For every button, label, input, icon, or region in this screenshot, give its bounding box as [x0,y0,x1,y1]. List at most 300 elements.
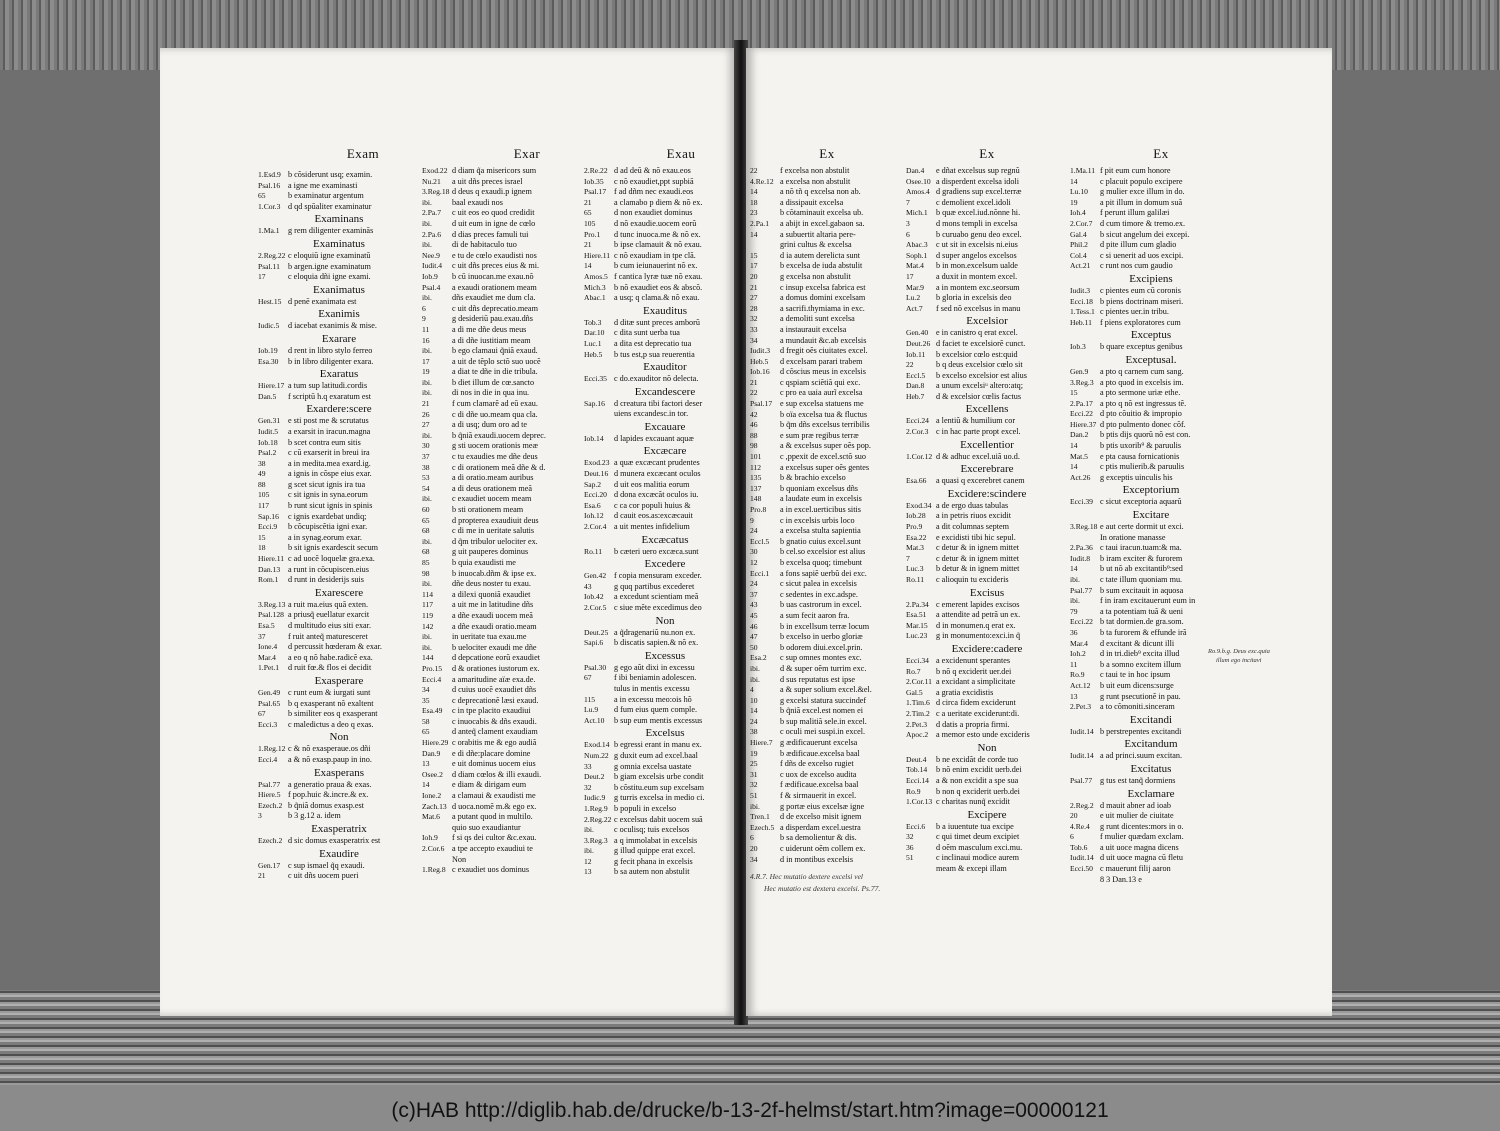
concordance-entry [906,797,1068,808]
entry-text: b cõsiderunt usq; examin. [288,170,373,179]
entry-text: c qspiam sciẽtiã qui exc. [780,377,861,387]
entry-text: d depcatione eorũ exaudiet [452,653,540,663]
concordance-entry [258,251,420,262]
entry-text: d sus reputatus est ipse [780,674,856,684]
concordance-entry [750,590,912,601]
concordance-entry [1070,843,1232,854]
concordance-entry [422,314,584,325]
concordance-entry [422,664,584,675]
concordance-entry [750,399,912,410]
headword: Excedere [644,558,686,571]
entry-text: b q̃m dñs excelsus terribilis [780,420,870,430]
concordance-entry [906,511,1068,522]
entry-reference: Deut.2 [584,772,605,782]
concordance-entry [584,846,736,857]
entry-text: b ipse clamauit & nõ exau. [614,240,702,250]
concordance-entry [258,699,420,710]
entry-text: b diet illum de cœ.sancto [452,377,535,387]
entry-reference: 15 [1070,388,1078,398]
headword: Exasperare [314,674,364,687]
entry-text: c taui te in hoc ipsum [1100,670,1171,680]
entry-reference: 58 [422,716,430,726]
entry-text: a & super solium excel.&el. [780,685,872,695]
entry-reference: 37 [422,452,430,462]
concordance-entry [906,730,1068,741]
concordance-entry [750,791,912,802]
concordance-entry [750,727,912,738]
entry-reference: Ro.9 [1070,670,1085,680]
concordance-entry [1070,497,1232,508]
entry-text: c cū exarserit in breui ira [288,448,370,458]
concordance-entry [1070,198,1232,209]
concordance-entry [584,511,736,522]
entry-reference: Esa.2 [750,653,767,663]
entry-text: b 3 g.12 a. idem [288,811,341,821]
concordance-entry [750,802,912,813]
entry-text: c siue mẽte excedimus deo [614,603,702,612]
concordance-entry [750,770,912,781]
entry-reference: 119 [422,610,434,620]
entry-reference: 2.Cor.5 [584,603,607,612]
concordance-entry [750,473,912,484]
entry-text: a gratia excidistis [936,687,994,697]
entry-reference: Sap.16 [584,398,605,408]
concordance-entry [906,631,1068,642]
entry-text: b gloria in excelsis deo [936,293,1012,303]
entry-reference: Exod.14 [584,740,610,750]
entry-reference: Psal.77 [1070,585,1093,595]
entry-reference: 98 [750,441,758,451]
entry-reference: 1.Reg.8 [422,865,446,875]
entry-text: d cuius uocẽ exaudiet dñs [452,685,537,695]
entry-reference: 21 [258,871,266,881]
entry-text: a dissipauit excelsa [780,197,844,207]
concordance-entry [584,374,736,385]
entry-text: a di deus orationem meã [452,483,533,493]
entry-text: g illud quippe erat excel. [614,846,696,856]
entry-reference: Deut.25 [584,627,609,637]
entry-text: in ueritate tua exau.me [452,632,527,642]
concordance-entry [1070,177,1232,188]
concordance-entry [258,861,420,872]
entry-text: g exceptis uinculis his [1100,472,1173,482]
concordance-entry [584,166,736,177]
concordance-entry [584,582,736,593]
concordance-entry [258,610,420,621]
concordance-entry [750,558,912,569]
entry-text: grini cultus & excelsa [780,240,852,250]
entry-reference: 1.Esd.9 [258,170,281,179]
right-col-1-header: Ex [819,146,835,161]
concordance-entry [750,749,912,760]
entry-reference: Heb.7 [906,391,925,401]
entry-text: c ut sit in excelsis ni.eius [936,240,1018,250]
concordance-entry [1070,441,1232,452]
entry-reference: ibi. [422,240,432,250]
entry-reference: ibi. [422,388,432,398]
entry-reference: Psal.17 [584,187,607,197]
concordance-entry [750,664,912,675]
concordance-entry [258,480,420,491]
entry-reference: 20 [750,271,758,281]
entry-text: g runt psecutionẽ in pau. [1100,691,1181,701]
concordance-entry [906,427,1068,438]
headword: Excelsus [645,727,685,740]
concordance-entry [906,822,1068,833]
entry-text: d munera excæcant oculos [614,469,701,479]
concordance-entry [906,610,1068,621]
entry-reference: ibi. [1070,596,1080,606]
concordance-entry [584,705,736,716]
concordance-entry [1070,776,1232,787]
concordance-entry [906,522,1068,533]
entry-reference: 4.Re.4 [1070,821,1090,831]
entry-text: a quasi q excerebret canem [936,476,1025,486]
entry-reference: Ro.11 [584,546,603,556]
concordance-entry [906,208,1068,219]
entry-text: b sa autem non abstulit [614,867,690,877]
entry-reference: 51 [906,853,914,863]
concordance-entry [1070,660,1232,671]
entry-reference: 22 [906,360,914,370]
concordance-entry [258,170,420,181]
entry-text: g excelsi statura succindef [780,695,867,705]
left-column-1 [258,170,420,882]
entry-text: a clamabo p diem & nõ ex. [614,197,703,207]
concordance-entry [584,793,736,804]
entry-text: c eloquia dñi igne exami. [288,272,371,282]
headword: Examinatus [313,237,365,250]
entry-text: f & sirmauerit in excel. [780,791,857,801]
headword: Excerebrare [960,463,1014,476]
entry-reference: 34 [422,685,430,695]
concordance-entry [906,533,1068,544]
entry-reference: ibi. [750,674,760,684]
entry-text: f si qs dei cultor &c.exau. [452,833,537,843]
entry-reference: 68 [422,526,430,536]
concordance-entry [1070,219,1232,230]
entry-reference: Luc.3 [906,564,924,574]
entry-text: a priusq̃ euellatur exarcit [288,610,370,620]
entry-reference: 19 [1070,197,1078,207]
entry-reference: Iob.9 [422,271,438,281]
entry-reference: 2.Pa.7 [422,208,441,218]
entry-text: b excelsa quoq; timebunt [780,557,863,567]
entry-reference: 27 [422,420,430,430]
entry-text: d faciet te excelsiorẽ cunct. [936,338,1026,348]
entry-text: b q̃niã exaudi.uocem deprec. [452,430,546,440]
entry-reference: 54 [422,483,430,493]
concordance-entry [750,441,912,452]
concordance-entry [906,765,1068,776]
entry-reference: Eccl.5 [750,536,770,546]
entry-text: d & adhuc excel.uiã uo.d. [936,451,1020,461]
concordance-entry [584,836,736,847]
entry-text: a diat te dñe in die tribula. [452,367,538,377]
right-column-1 [750,166,912,865]
concordance-entry [1070,240,1232,251]
concordance-entry [906,381,1068,392]
entry-reference: Ezech.5 [750,822,775,832]
concordance-entry [422,346,584,357]
entry-text: a amaritudine aïæ exa.de. [452,674,536,684]
entry-text: b populi in excelso [614,803,677,813]
entry-reference: Luc.1 [584,338,602,348]
headword: Exceptusal. [1125,353,1177,366]
entry-reference: ibi. [422,494,432,504]
concordance-entry [584,458,736,469]
entry-reference: Mat.4 [906,261,924,271]
entry-text: a ta potentiam tuã & ueni [1100,606,1183,616]
concordance-entry [422,738,584,749]
entry-reference: 79 [1070,606,1078,616]
concordance-entry [906,360,1068,371]
entry-text: b excelsa de iuda abstulit [780,261,863,271]
entry-text: c ignis exardebat undiq; [288,511,367,521]
concordance-entry [422,653,584,664]
entry-text: meam & excepi illam [936,864,1007,874]
entry-reference: 18 [750,197,758,207]
entry-reference: Ro.11 [906,575,925,584]
entry-reference: 20 [1070,811,1078,821]
entry-text: a subuertit altaria pere- [780,229,856,239]
headword: Excitatus [1130,762,1172,775]
concordance-entry [422,473,584,484]
entry-reference: 25 [750,759,758,769]
entry-text: f dñs de excelso rugiet [780,759,854,769]
entry-reference: 42 [750,409,758,419]
entry-reference: 7 [906,197,910,207]
concordance-entry [1070,473,1232,484]
entry-text: d oẽm masculum exci.mu. [936,842,1023,852]
concordance-entry [906,864,1068,875]
entry-reference: Esa.22 [906,532,927,542]
entry-reference: Ecci.35 [584,374,607,384]
entry-text: b quæ excel.iud.nõnne hi. [936,208,1021,218]
entry-reference: Psal.30 [584,662,607,672]
entry-text: e tu de cœlo exaudisti nos [452,250,537,260]
headword: Examinans [314,213,364,226]
entry-text: a excelsa non abstulit [780,176,851,186]
entry-text: b giam excelsis urbe condit [614,772,704,782]
entry-text: b cõtaminauit excelsa ub. [780,208,864,218]
entry-text: a abijt in excel.gabaon sa. [780,218,865,228]
entry-reference: 2.Reg.22 [258,250,286,260]
entry-text: a tpe accepto exaudiui te [452,844,533,853]
concordance-entry [750,643,912,654]
concordance-entry [906,177,1068,188]
entry-text: a sacrifi.thymiama in exc. [780,303,865,313]
entry-reference: Iudit.3 [1070,285,1091,295]
concordance-entry [258,202,420,213]
entry-reference: Gal.5 [906,687,923,697]
entry-reference: 38 [258,458,266,468]
entry-reference: Iudit.14 [1070,853,1094,863]
entry-text: c alioquin tu excideris [936,575,1009,584]
concordance-entry [258,543,420,554]
margin-note-bottom-2: Hec mutatio est dextera excelsi. Ps.77. [764,884,881,893]
entry-text: b scet contra eum sitis [288,437,361,447]
entry-text: Non [452,854,467,864]
entry-reference: Ecci.4 [258,754,278,764]
entry-reference: Esa.30 [258,356,279,366]
entry-reference: Mar.15 [906,620,928,630]
entry-reference: Iudic.9 [584,793,606,803]
entry-reference: 65 [422,515,430,525]
entry-text: a di oratio.meam auribus [452,473,534,483]
entry-text: d diam cœlos & illi exaudi. [452,769,542,779]
entry-text: d cõscius meus in excelsis [780,367,866,377]
concordance-entry [906,339,1068,350]
entry-text: b nõ enim excidit uerb.dei [936,765,1022,775]
concordance-entry [750,844,912,855]
entry-text: b perstrepentes excitandi [1100,726,1182,736]
entry-text: b cum ieiunauerint nõ ex. [614,261,698,271]
concordance-entry [422,791,584,802]
entry-text: a quæ excæcant prudentes [614,458,700,468]
entry-text: b tat dormien.de gra.som. [1100,617,1184,627]
concordance-entry [1070,751,1232,762]
entry-reference: 65 [422,727,430,737]
headword: Exanimis [318,308,360,321]
entry-text: c di dñe uo.meam qua cla. [452,409,538,419]
headword: Excitandi [1129,713,1173,726]
entry-reference: 3.Reg.13 [258,599,286,609]
right-col-2-header: Ex [979,146,995,161]
concordance-entry [422,251,584,262]
entry-text: quio suo exaudiantur [452,822,521,832]
entry-text: d fregit oẽs ciuitates excel. [780,346,868,356]
entry-reference: 1.Ma.11 [1070,166,1096,175]
entry-reference: Ro.7 [906,666,921,676]
entry-text: a excidant a simplicitate [936,677,1016,687]
entry-text: b q̃niã excel.est nomen ei [780,706,863,716]
entry-reference: Mich.3 [584,282,606,292]
concordance-entry [750,293,912,304]
concordance-entry [1070,586,1232,597]
entry-reference: 115 [584,694,596,704]
concordance-entry [750,547,912,558]
headword: Excipere [967,808,1007,821]
entry-text: c ca cor populi huius & [614,500,691,510]
entry-reference: Ecci.20 [584,490,607,500]
entry-reference: Iob.11 [906,349,926,359]
entry-text: a dñe exaudi oratio.meam [452,621,537,631]
concordance-entry [750,738,912,749]
entry-text: b q deus excelsior cœlo sit [936,360,1023,370]
entry-text: e sti post me & scrutatus [288,416,369,426]
concordance-entry [750,812,912,823]
entry-text: c ad uocẽ loquelæ gra.exa. [288,554,375,564]
entry-reference: 11 [1070,659,1078,669]
concordance-entry [584,339,736,350]
entry-text: b q̃niã domus exasp.est [288,800,364,810]
entry-reference: Psal.77 [258,779,281,789]
concordance-entry [258,653,420,664]
concordance-entry [1070,681,1232,692]
entry-text: c tate illum quoniam mu. [1100,575,1183,584]
entry-text: f in iram excitauerunt eum in [1100,596,1196,606]
concordance-entry [422,696,584,707]
entry-text: d gradiens sup excel.terræ [936,187,1022,197]
headword: Excidere:cadere [951,642,1023,655]
entry-reference: 88 [750,430,758,440]
headword: Excessus [644,649,686,662]
entry-reference: Abac.1 [584,293,606,303]
concordance-entry [1070,543,1232,554]
entry-reference: 1.Ma.1 [258,226,280,236]
concordance-entry [422,611,584,622]
entry-text: a pto q carnem cum sang. [1100,366,1184,376]
concordance-entry [906,776,1068,787]
entry-reference: Gen.9 [1070,366,1089,376]
concordance-entry [584,571,736,582]
entry-reference: Psal.17 [750,399,773,409]
entry-text: b ptis dijs quorũ nõ est con. [1100,430,1191,440]
entry-text: c detur & in ignem mittet [936,553,1019,563]
entry-reference: Amos.4 [906,187,930,197]
headword: Excæcatus [641,533,689,546]
entry-reference: 2.Pet.3 [906,719,928,729]
concordance-entry [906,240,1068,251]
entry-reference: 135 [750,473,762,483]
entry-text: c sedentes in exc.adspe. [780,589,858,599]
concordance-entry [584,261,736,272]
concordance-entry [584,772,736,783]
entry-text: d tunc inuoca.me & nõ ex. [614,229,701,239]
entry-reference: 46 [750,420,758,430]
entry-reference: 2.Cor.3 [906,427,929,437]
entry-reference: Iudit.14 [1070,751,1094,761]
concordance-entry [258,226,420,237]
concordance-entry [422,855,584,866]
entry-reference: 34 [750,335,758,345]
entry-reference: 2.Cor.4 [584,522,607,532]
entry-text: a unum excelsiᵘ altero:atq; [936,381,1024,391]
concordance-entry [422,283,584,294]
right-column-3 [1070,166,1232,885]
entry-text: b sum excitauit in aquosa [1100,585,1184,595]
entry-reference: Tob.3 [584,317,602,327]
headword: Exarare [321,332,357,345]
entry-text: c uit dñs uocem pueri [288,871,359,881]
entry-reference: 28 [750,303,758,313]
concordance-entry [258,801,420,812]
concordance-entry [906,219,1068,230]
entry-text: c oculi mei suspi.in excel. [780,727,866,737]
entry-reference: 14 [1070,564,1078,574]
concordance-entry [422,388,584,399]
concordance-entry [422,685,584,696]
entry-reference: 19 [422,367,430,377]
concordance-entry [584,867,736,878]
entry-text: b excelso excelsior est alius [936,370,1027,380]
entry-reference: Ioh.12 [584,511,604,521]
entry-reference: Psal.77 [1070,775,1093,785]
concordance-entry [584,328,736,339]
concordance-entry [422,823,584,834]
entry-text: a demoliti sunt excelsa [780,314,855,324]
entry-reference: 2.Pa.6 [422,229,441,239]
concordance-entry [750,219,912,230]
entry-text: d in tri.dieb⁹ excita illud [1100,649,1180,659]
entry-reference: Col.4 [1070,250,1087,260]
entry-reference: 32 [750,780,758,790]
concordance-entry [906,261,1068,272]
concordance-entry [584,751,736,762]
concordance-entry [750,484,912,495]
concordance-entry [258,490,420,501]
